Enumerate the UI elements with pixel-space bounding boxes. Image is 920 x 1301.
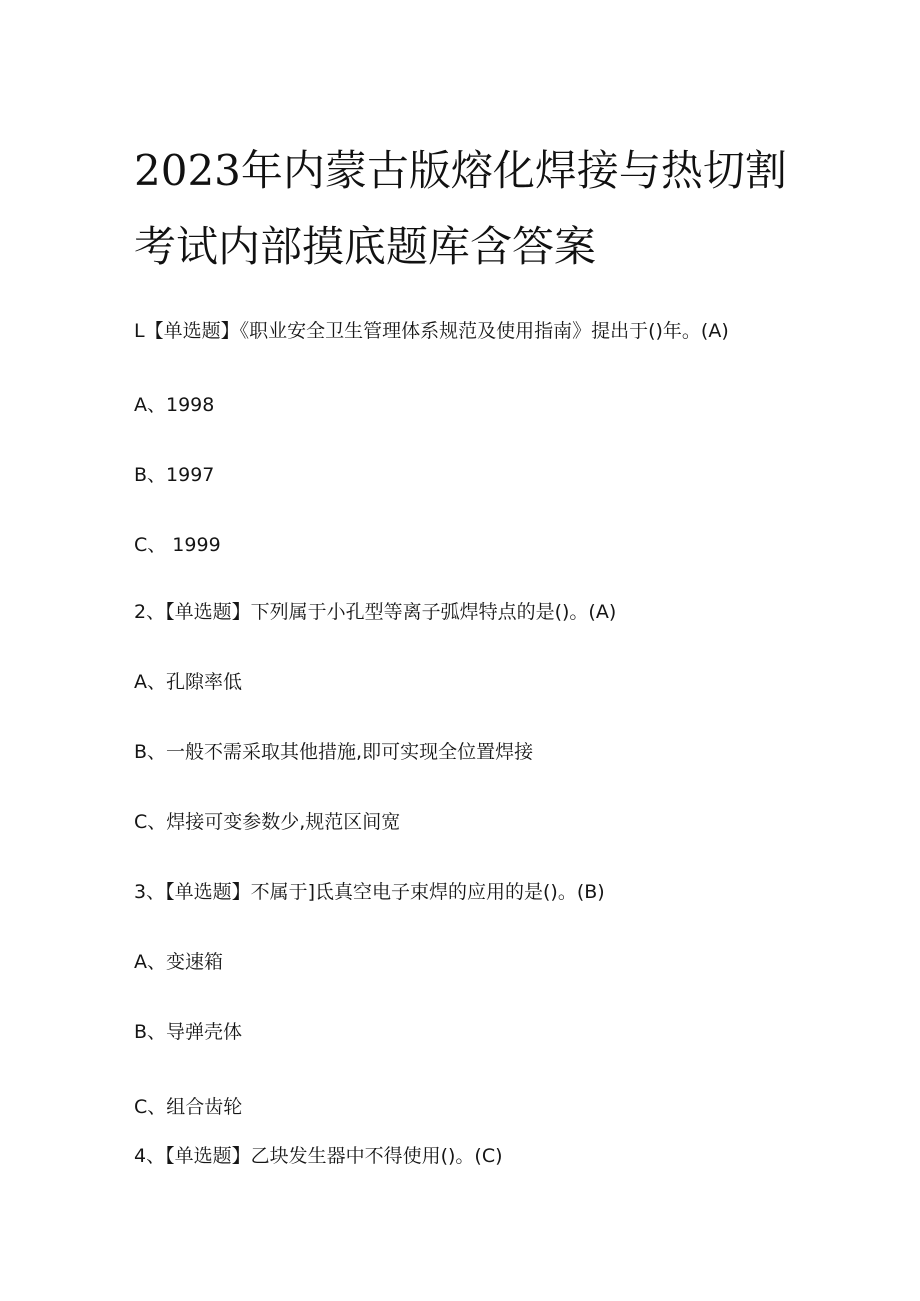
question-3-option-a: A、变速箱 — [134, 951, 223, 973]
question-2-option-a: A、孔隙率低 — [134, 671, 242, 693]
question-4-text: 4、【单选题】乙块发生器中不得使用()。(C) — [134, 1145, 503, 1167]
question-2-text: 2、【单选题】下列属于小孔型等离子弧焊特点的是()。(A) — [134, 601, 617, 623]
document-title-line-2: 考试内部摸底题库含答案 — [134, 222, 597, 271]
question-3-option-b: B、导弹壳体 — [134, 1021, 243, 1043]
question-3-text: 3、【单选题】不属于]氐真空电子束焊的应用的是()。(B) — [134, 881, 605, 903]
question-1-text: L【单选题】《职业安全卫生管理体系规范及使用指南》提出于()年。(A) — [134, 320, 729, 342]
question-1-option-a: A、1998 — [134, 394, 215, 416]
document-title-line-1: 2023年内蒙古版熔化焊接与热切割 — [134, 146, 787, 195]
question-2-option-c: C、焊接可变参数少,规范区间宽 — [134, 811, 401, 833]
question-1-option-b: B、1997 — [134, 464, 215, 486]
question-3-option-c: C、组合齿轮 — [134, 1096, 243, 1118]
question-1-option-c: C、 1999 — [134, 534, 221, 556]
question-2-option-b: B、一般不需采取其他措施,即可实现全位置焊接 — [134, 741, 534, 763]
